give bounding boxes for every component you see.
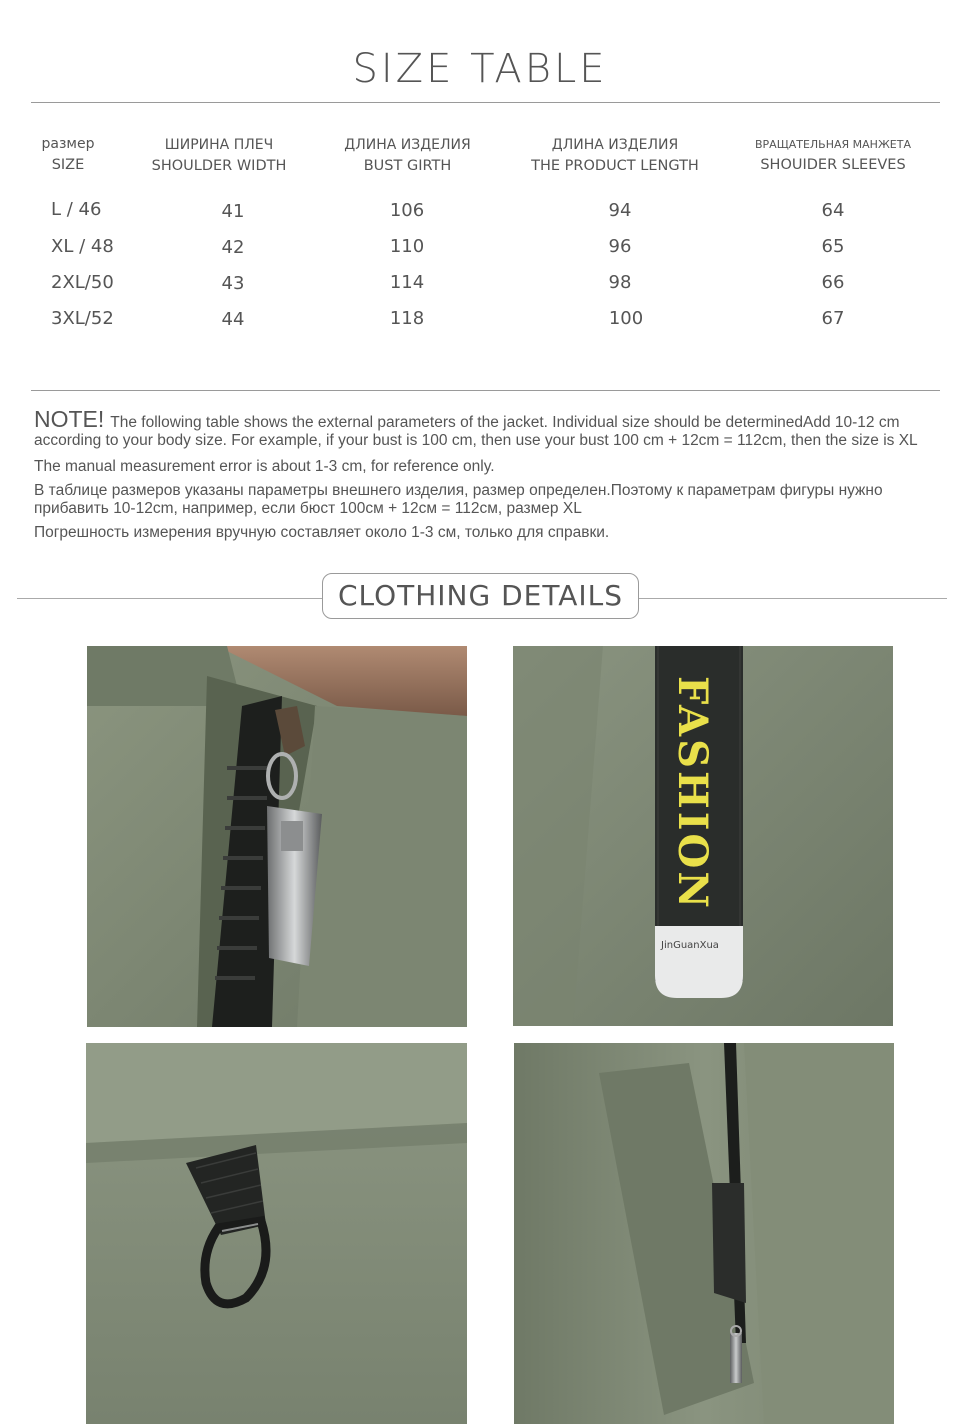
table-cell-shoulder: 43 bbox=[221, 273, 245, 294]
table-cell-bust: 110 bbox=[389, 236, 425, 257]
header-length bbox=[520, 135, 710, 177]
table-cell-size: XL / 48 bbox=[51, 236, 114, 257]
header-size-ru: размер bbox=[41, 136, 95, 152]
header-length-en: THE PRODUCT LENGTH bbox=[531, 158, 699, 174]
table-cell-shoulder: 41 bbox=[221, 201, 245, 222]
note-label: NOTE! bbox=[34, 406, 105, 432]
table-cell-shoulder: 44 bbox=[221, 309, 245, 330]
photo-d-ring bbox=[86, 1043, 467, 1424]
table-cell-sleeves: 64 bbox=[821, 200, 845, 221]
table-cell-sleeves: 66 bbox=[821, 272, 845, 293]
table-cell-bust: 114 bbox=[389, 272, 425, 293]
table-cell-size: 2XL/50 bbox=[51, 272, 114, 293]
note-text-ru: В таблице размеров указаны параметры внешнего изделия, размер определен.Поэтому к параметрам фигуры нужно прибавить 10-12cm, например, если бюст 100см + 12см = 112см, размер XL bbox=[34, 482, 883, 517]
table-cell-length: 94 bbox=[608, 200, 632, 221]
table-cell-bust: 106 bbox=[389, 200, 425, 221]
bottom-divider bbox=[31, 390, 940, 391]
table-cell-size: L / 46 bbox=[51, 199, 102, 220]
header-size bbox=[30, 134, 106, 176]
photo-fashion-strap bbox=[513, 646, 893, 1026]
header-length-ru: ДЛИНА ИЗДЕЛИЯ bbox=[551, 137, 679, 153]
note-error-ru: Погрешность измерения вручную составляет около 1-3 см, только для справки. bbox=[34, 524, 610, 541]
table-cell-length: 98 bbox=[608, 272, 632, 293]
table-cell-length: 96 bbox=[608, 236, 632, 257]
header-shoulder-ru: ШИРИНА ПЛЕЧ bbox=[164, 137, 274, 153]
table-cell-size: 3XL/52 bbox=[51, 308, 114, 329]
note-text-en: The following table shows the external parameters of the jacket. Individual size should be determinedAdd 10-12 cm according to your body size. For example, if your bust is 100 cm, then use your bust 100 cm + 12cm = 112cm, then the size is XL bbox=[34, 414, 918, 449]
table-cell-bust: 118 bbox=[389, 308, 425, 329]
tag-text: JinGuanXua bbox=[661, 940, 719, 951]
header-sleeves-en: SHOUIDER SLEEVES bbox=[760, 157, 906, 173]
details-title: CLOTHING DETAILS bbox=[322, 573, 639, 619]
table-cell-length: 100 bbox=[608, 308, 644, 329]
header-size-en: SIZE bbox=[51, 157, 85, 173]
photo-pocket-zipper bbox=[514, 1043, 894, 1424]
header-sleeves bbox=[740, 134, 926, 176]
header-shoulder bbox=[139, 135, 299, 177]
note-error-en: The manual measurement error is about 1-3 cm, for reference only. bbox=[34, 458, 495, 475]
size-table-title: SIZE TABLE bbox=[352, 46, 608, 92]
table-cell-sleeves: 67 bbox=[821, 308, 845, 329]
header-sleeves-ru: ВРАЩАТЕЛЬНАЯ МАНЖЕТА bbox=[754, 138, 911, 151]
note-paragraph bbox=[34, 406, 939, 450]
header-shoulder-en: SHOULDER WIDTH bbox=[151, 158, 287, 174]
header-bust-ru: ДЛИНА ИЗДЕЛИЯ bbox=[344, 137, 471, 153]
photo-zipper-collar bbox=[87, 646, 467, 1027]
table-cell-shoulder: 42 bbox=[221, 237, 245, 258]
header-bust bbox=[325, 135, 490, 177]
top-divider bbox=[31, 102, 940, 103]
header-bust-en: BUST GIRTH bbox=[363, 158, 452, 174]
strap-text: FASHION bbox=[669, 676, 716, 911]
table-cell-sleeves: 65 bbox=[821, 236, 845, 257]
